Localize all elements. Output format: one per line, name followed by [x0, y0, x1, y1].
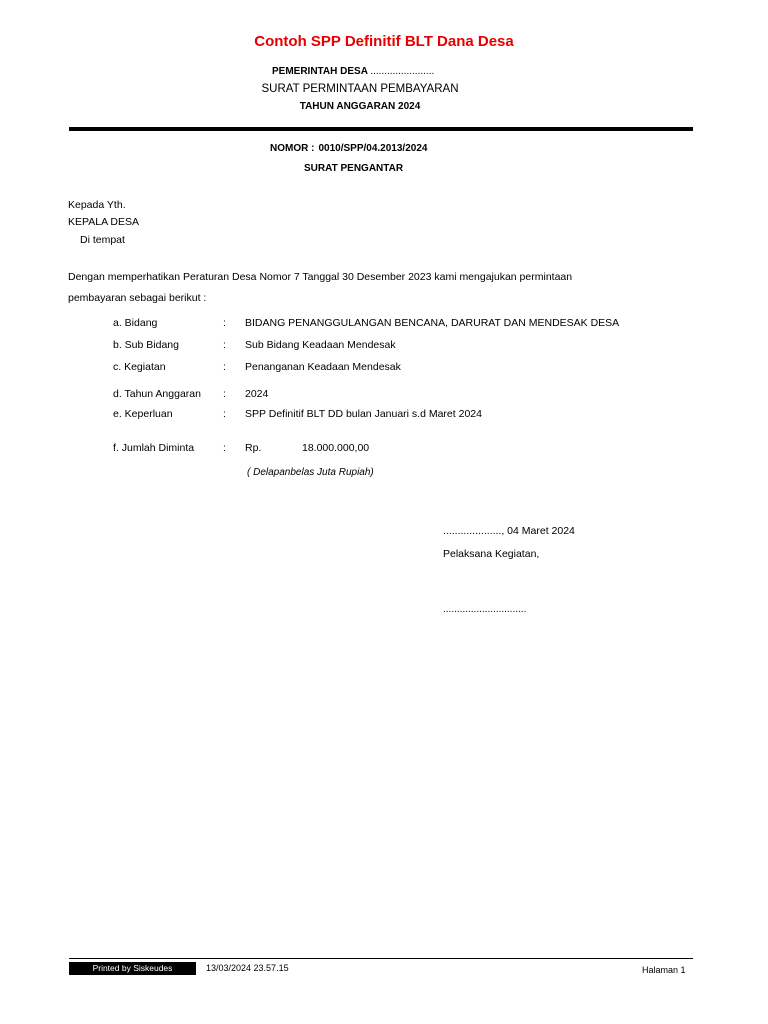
item-colon: :: [223, 339, 226, 351]
header-divider: [69, 127, 693, 131]
item-label-keperluan: e. Keperluan: [113, 408, 173, 420]
signature-name-placeholder: ..............................: [443, 604, 527, 615]
item-value-jumlah: 18.000.000,00: [302, 442, 370, 454]
document-number-label: NOMOR :: [270, 143, 315, 154]
printed-by-badge: Printed by Siskeudes: [69, 962, 196, 975]
addressee-greeting: Kepada Yth.: [68, 199, 126, 211]
print-timestamp: 13/03/2024 23.57.15: [206, 963, 289, 973]
intro-paragraph-line-1: Dengan memperhatikan Peraturan Desa Nomor 7 Tanggal 30 Desember 2023 kami mengajukan permintaan: [68, 271, 573, 283]
item-value-bidang: BIDANG PENANGGULANGAN BENCANA, DARURAT DAN MENDESAK DESA: [245, 317, 620, 329]
government-label-text: PEMERINTAH DESA: [272, 66, 368, 77]
footer-divider: [69, 958, 693, 959]
addressee-title: KEPALA DESA: [68, 216, 140, 228]
item-value-tahun-anggaran: 2024: [245, 388, 269, 400]
item-label-jumlah-diminta: f. Jumlah Diminta: [113, 442, 195, 454]
intro-paragraph-line-2: pembayaran sebagai berikut :: [68, 292, 207, 304]
item-label-sub-bidang: b. Sub Bidang: [113, 339, 179, 351]
item-colon: :: [223, 408, 226, 420]
document-number: [270, 143, 427, 154]
document-number-value: 0010/SPP/04.2013/2024: [318, 143, 428, 154]
signature-role: Pelaksana Kegiatan,: [443, 548, 540, 560]
spp-heading: SURAT PERMINTAAN PEMBAYARAN: [261, 83, 459, 95]
item-colon: :: [223, 388, 226, 400]
document-title: Contoh SPP Definitif BLT Dana Desa: [254, 33, 514, 50]
page-number: Halaman 1: [642, 965, 686, 975]
item-currency: Rp.: [245, 442, 262, 454]
item-label-bidang: a. Bidang: [113, 317, 158, 329]
item-colon: :: [223, 317, 226, 329]
amount-in-words: ( Delapanbelas Juta Rupiah): [247, 467, 374, 478]
signature-date: ...................., 04 Maret 2024: [443, 525, 575, 537]
fiscal-year: TAHUN ANGGARAN 2024: [299, 101, 421, 112]
government-label: [272, 66, 434, 77]
item-label-tahun-anggaran: d. Tahun Anggaran: [113, 388, 201, 400]
subject-heading: SURAT PENGANTAR: [304, 163, 404, 174]
item-colon: :: [223, 361, 226, 373]
item-value-keperluan: SPP Definitif BLT DD bulan Januari s.d Maret 2024: [245, 408, 482, 420]
item-value-kegiatan: Penanganan Keadaan Mendesak: [245, 361, 401, 373]
item-label-kegiatan: c. Kegiatan: [113, 361, 166, 373]
village-name-placeholder: .......................: [370, 66, 435, 77]
addressee-location: Di tempat: [80, 234, 125, 246]
item-colon: :: [223, 442, 226, 454]
item-value-sub-bidang: Sub Bidang Keadaan Mendesak: [245, 339, 396, 351]
